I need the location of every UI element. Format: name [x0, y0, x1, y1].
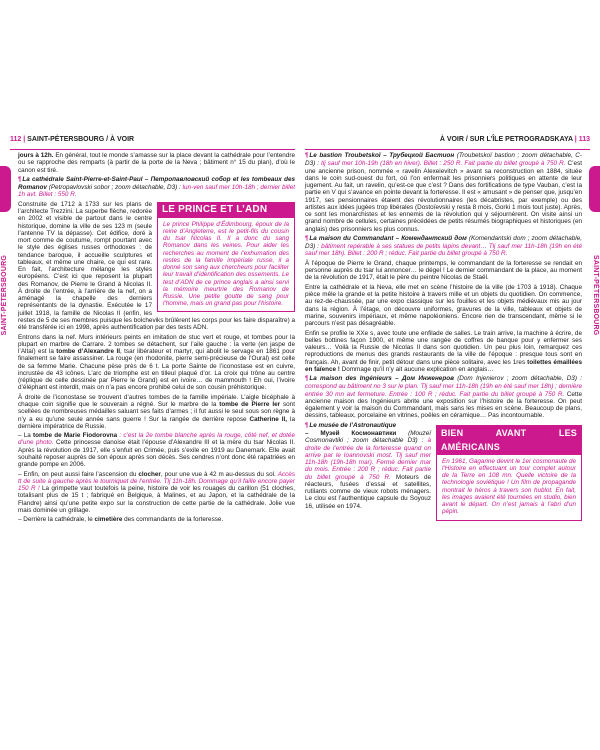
p5-text-a: – Enfin, on peut aussi faire l’ascension du [18, 470, 139, 478]
maison-p3-bold: toilettes émaillées en faïence ! [305, 358, 582, 373]
p5-text-c: , pour une vue à 42 m au-dessus du sol. [160, 470, 278, 478]
p3-bold-d: Catherine II, [249, 415, 288, 423]
cathedral-hours: lun-ven sauf mer 10h-18h ; dernier billet 1h avt. Billet : 550 R. [18, 184, 295, 199]
p2-bold: tombe d’Alexandre II [56, 348, 120, 356]
intro-bold: jours à 12h. [18, 152, 54, 159]
p5-text-e: La grimpette vaut toutefois la peine, histoire de voir les rouages du carillon (51 cloches, totalisant plus de 15 t ; fabriqué en Belgique, à Malines, et au Japon, et la cathédrale de la Flandre) ainsi qu’une petite expo sur la construction de cette partie de la cathédrale. Jolie vue mais dominée un grillage. [18, 485, 295, 514]
side-label-left: SAINT-PÉTERSBOURG [1, 255, 8, 336]
bastion-title: Le bastion Troubetskoï – Трубецкой Бастион [309, 152, 455, 159]
thumb-tab-right [589, 166, 600, 212]
p3-text-a: À droite de l’iconostase se trouvent d’autres tombes de la famille impériale. L’aigle bicéphale à chaque coin signifie que le souverain a régné. Sur le marbre de la [18, 393, 295, 408]
bastion-info: (Troubetskoï bastion ; zoom détachable, C-D3) : [305, 152, 582, 168]
thumb-tab-left [0, 166, 11, 212]
p3-bold-b: tombe de Pierre Ier [219, 401, 281, 408]
prince-adn-title: LE PRINCE ET L’ADN [157, 202, 295, 218]
maison-hours: bâtiment repérable à ses statues de petits lapins devant… Tlj sauf mer 11h-18h (19h en été sauf mer 18h). Billet : 200 R ; réduc. Fait partie du billet groupé à 750 R. [305, 243, 582, 258]
p6-text-c: des commandants de la forteresse. [122, 516, 224, 524]
p4-info: : c’est la 2e tombe blanche après la rouge, côté nef, et dotée d’une photo. [18, 432, 295, 447]
americains-text: En 1961, Gagarine devint le 1er cosmonaute de l’Histoire en effectuant un tour complet autour de la Terre en 108 mn. Quelle victoire de la technologie soviétique ! Un film de propagande montrait le héros à travers son hublot. En fait, les images avaient été tournées en studio, bien avant le départ. On n’est jamais à l’abri d’un pépin. [436, 455, 582, 521]
bullet-icon: ¶ [305, 376, 309, 383]
bastion-text: C’est une ancienne prison, nommée « ravelin Alexeievitch » avant sa reconstruction en 1884, située dans le coin sud-ouest du fort, où l’on enfermait les prisonniers politiques en attente de leur jugement. Au fait, un ravelin, qu’est-ce que c’est ? Dans des fortifications de type Vauban, c’est la partie en V qui s’avance en pointe devant la forteresse. Il est « amusant » de penser que, jusqu’en 1917, ses pensionnaires étaient des révolutionnaires (les décabristes, par exemple) ou des artistes aux idées jugées trop libérales (Dostoïevski y resta 8 mois, Gorki 1 mois tout juste). Après, ce sont les monarchistes et les ennemis de la révolution qui y séjournèrent. On visite ainsi un grand nombre de cellules, certaines précédées de petits résumés biographiques et historiques (en anglais) des prisonniers les plus connus. [305, 160, 583, 233]
header-rule-left [10, 149, 295, 150]
cimetiere-paragraph [18, 516, 295, 523]
ingenieurs-text: Cette ancienne maison des Ingénieurs abrite une exposition sur l’histoire de la forteresse. On peut également y voir la maison du Commandant, mais sans les mises en scène. Beaucoup de plans, dessins, tableaux, porcelaine en vitrines, poêles en céramique… Pas incontournable. [305, 390, 582, 420]
p2-text-a: Entrons dans la nef. Murs intérieurs peints en imitation de stuc vert et rouge, et tombes pour la plupart en marbre de Carrare. 2 tombes se détachent, sur l’aile gauche : la verte (en jaspe de l’Altaï) est la [18, 333, 295, 356]
ingenieurs-section [305, 375, 582, 420]
cathedral-heading [18, 176, 295, 199]
bastion-hours: tlj sauf mer 10h-19h (18h en hiver). Billet : 250 R. Fait partie du billet groupé à 750 R. [321, 160, 566, 168]
maison-info: (Komendantski dom ; zoom détachable, D3) : [305, 234, 583, 251]
intro-text: En général, tout le monde s’amasse sur la place devant la cathédrale pour l’entendre ou se rapproche des remparts (à partir de la porte de la Neva ; bâtiment n° 15 du plan), d’où le canon est tiré. [18, 152, 296, 174]
p5-bold: clocher [138, 470, 161, 478]
ingenieurs-hours: correspond au bâtiment no 3 sur le plan. Tlj sauf mer 11h-18h (19h en été sauf mer 18h) ; dernière entrée 30 mn avt fermeture. Entrée : 100 R ; réduc. Fait partie du billet groupé à 750 R. [305, 383, 582, 398]
maison-paragraph-1: À l’époque de Pierre le Grand, chaque printemps, le commandant de la forteresse se rendait en personne auprès du tsar lui annoncer… le dégel ! Le dernier commandant de la place, au moment de la révolution de 1917, était le père du peintre Nicolas de Staël. [305, 259, 582, 282]
p6-text-a: – Derrière la cathédrale, le [18, 516, 95, 524]
cathedral-paragraph-2 [18, 334, 295, 392]
astro-title: Le musée de l’Astronautique [309, 421, 397, 429]
prince-adn-text: Le prince Philippe d’Édimbourg, époux de la reine d’Angleterre, est le petit-fils du cousin du tsar Nicolas II. Il a donc du sang Romanov dans les veines. Pour aider les recherches au moment de l’exhumation des restes de la famille impériale russe, il a donné son sang aux chercheurs pour faciliter leur travail d’identification des ossements. Le test d’ADN de ce prince anglais a ainsi servi la mémoire meurtrie des Romanov de Russie. Une petite goutte de sang pour l’homme, mais un grand pas pour l’histoire. [157, 218, 295, 312]
left-section-title: SAINT-PÉTERSBOURG / À VOIR [27, 136, 135, 143]
clocher-paragraph [18, 471, 295, 515]
cathedral-info: (Petropavlovski sobor ; zoom détachable, D3) : [46, 184, 183, 192]
astro-info: (Mouzeï Cosmonavtiki ; zoom détachable D3) : [305, 430, 431, 445]
americains-box [436, 425, 582, 521]
left-page-number: 112 [10, 136, 22, 143]
intro-paragraph [18, 152, 295, 174]
americains-title: BIEN AVANT LES AMÉRICAINS [436, 425, 582, 455]
p5-info: Accès tt de suite à gauche après le tourniquet de l’entrée. Tlj 11h-18h. Dommage qu’il faille encore payer 150 R ! [18, 470, 295, 493]
right-page-number: 113 [578, 136, 590, 143]
right-section-title: À VOIR / SUR L’ÎLE PETROGRADSKAYA [439, 136, 573, 143]
bullet-icon: ¶ [305, 235, 309, 242]
cathedral-paragraph-3 [18, 394, 295, 430]
maison-p3-text-c: Dommage qu’il n’y ait aucune explication en anglais… [339, 365, 494, 373]
p3-text-c: sont scellées de nombreuses médailles saluant ses faits d’armes ; il fut aussi le seul sous son règne à n’y a eu qu’une seule année sans guerre ! Sur la rangée de derrière repose [18, 401, 295, 423]
left-column [18, 152, 295, 526]
astro-russian-title: – Музей Космонавтики [305, 430, 397, 438]
bullet-icon: ¶ [18, 176, 22, 183]
p4-text-d: Cette princesse danoise était l’épouse d’Alexandre III et la mère du tsar Nicolas II. Après la révolution de 1917, elle s’enfuit en Crimée, puis s’exile en 1919 au Danemark. Elle avait souhaité reposer auprès de son époux après son décès. Ses cendres n’ont donc été rapatriées en grande pompe en 2006. [18, 439, 295, 469]
maison-p3-text-a: Enfin se profile le XXe s, avec toute une enfilade de salles. Le train arrive, la machine à écrire, de belles bottines façon 1900, et même une rangée de coffres de banque pour y enfermer ses valeurs… Voilà la Russie de Nicolas II dans son quotidien. Un peu plus loin, remarquez ces reproductions de menus des grands restaurants de la ville de l’époque : presque tous sont en français. Ah, avant de finir, petit détour dans une pièce solitaire, avec les 1res [305, 329, 582, 366]
astro-text: Moteurs de réacteurs, fusées d’essai et satellites, rutilants comme de vieux robots ménagers. Le clou est l’authentique capsule du Soyouz 16, utilisée en 1974. [305, 473, 432, 510]
maison-paragraph-2: Entre la cathédrale et la Neva, elle met en scène l’histoire de la ville (de 1703 à 1918). Chaque pièce mêle la grande et la petite histoire à travers mille et un objets du quotidien. On commence, au rez-de-chaussée, par une expo classique sur les fouilles et les objets médiévaux mis au jour dans la région. À l’étage, on découvre uniformes, gravures de la ville, tableaux et objets de marine, souvenirs impériaux, et même napoléoniens. Encore rien de transcendant, même si le parcours n’est pas désagréable. [305, 283, 582, 328]
maison-commandant-section [305, 235, 582, 258]
p6-bold: cimetière [94, 516, 123, 524]
bullet-icon: ¶ [305, 153, 309, 159]
p4-text-a: – La [18, 432, 33, 440]
p4-bold: tombe de Marie Fiodorovna [33, 432, 118, 440]
maison-title: La maison du Commandant – Комендантский дом [309, 234, 467, 242]
p3-text-e: la dernière impératrice de Russie. [18, 415, 295, 430]
side-label-right: SAINT-PÉTERSBOURG [592, 255, 599, 336]
prince-adn-box [157, 202, 295, 312]
right-column [305, 152, 582, 523]
cathedral-paragraph-1: Construite de 1712 à 1733 sur les plans de l’architecte Trezzini. La superbe flèche, redorée en 2002 et visible de partout dans le centre historique, domine la ville de ses 123 m (seule l’antenne TV la dépasse). Cet édifice, doré à mort comme de coutume, rompt pourtant avec le style des églises russes orthodoxes : de tendance baroque, il accueille sculptures et tableaux, et même une chaire, ce qui est rare. En fait, l’architecture mélange les styles européens. C’est ici que reposent la plupart des Romanov, de Pierre le Grand à Nicolas II. À droite de l’entrée, à l’arrière de la nef, on a aménagé la chapelle des derniers représentants de la dynastie. Exécutée le 17 juillet 1918, la famille de Nicolas II (enfin, les restes de 5 de ses membres puisque les bolcheviks brûlèrent les corps pour les faire disparaître) a été transférée ici en 1998, après authentification par des tests ADN. [18, 200, 295, 332]
bastion-section [305, 152, 582, 233]
left-page-header: 112 | SAINT-PÉTERSBOURG / À VOIR [10, 136, 135, 143]
ingenieurs-info: (Dom Injenierov ; zoom détachable, D3) : [453, 375, 582, 383]
header-rule-right [305, 149, 590, 150]
p2-text-c: , tsar libérateur et martyr, qui abolit le servage en 1861 pour finalement se faire assassiner. La rouge (en rhodonite, pierre semi-précieuse de l’Oural) est celle de sa femme Marie. Chacune pèse près de 6 t. La porte Sainte de l’iconostase est en cuivre, incrustée de 43 icônes. L’arc de triomphe est en tilleul plaqué d’or. La croix qui trône au centre (réplique de celle dessinée par Pierre le Grand) est en ivoire… de mammouth ! Eh oui, l’ivoire d’éléphant est interdit, mais on n’a pas encore prohibé celui de son cousin préhistorique. [18, 348, 295, 392]
astro-hours: à droite de l’entrée de la forteresse quand on arrive par le Ioannovski most. Tlj sauf mer 11h-18h (19h-18h mar). Fermé dernier mar du mois. Entrée : 200 R ; réduc. Fait partie du billet groupé à 750 R. [305, 437, 431, 481]
cathedral-title: La cathédrale Saint-Pierre-et-Saint-Paul – Петропавловский собор et les tombeaux des Romanov [18, 175, 295, 192]
maison-paragraph-3 [305, 330, 582, 374]
ingenieurs-title: La maison des Ingénieurs – Дом Инженеров [309, 375, 454, 383]
right-page-header: À VOIR / SUR L’ÎLE PETROGRADSKAYA | 113 [439, 136, 590, 143]
marie-fiodorovna-paragraph [18, 432, 295, 468]
bullet-icon: ¶ [305, 422, 309, 429]
